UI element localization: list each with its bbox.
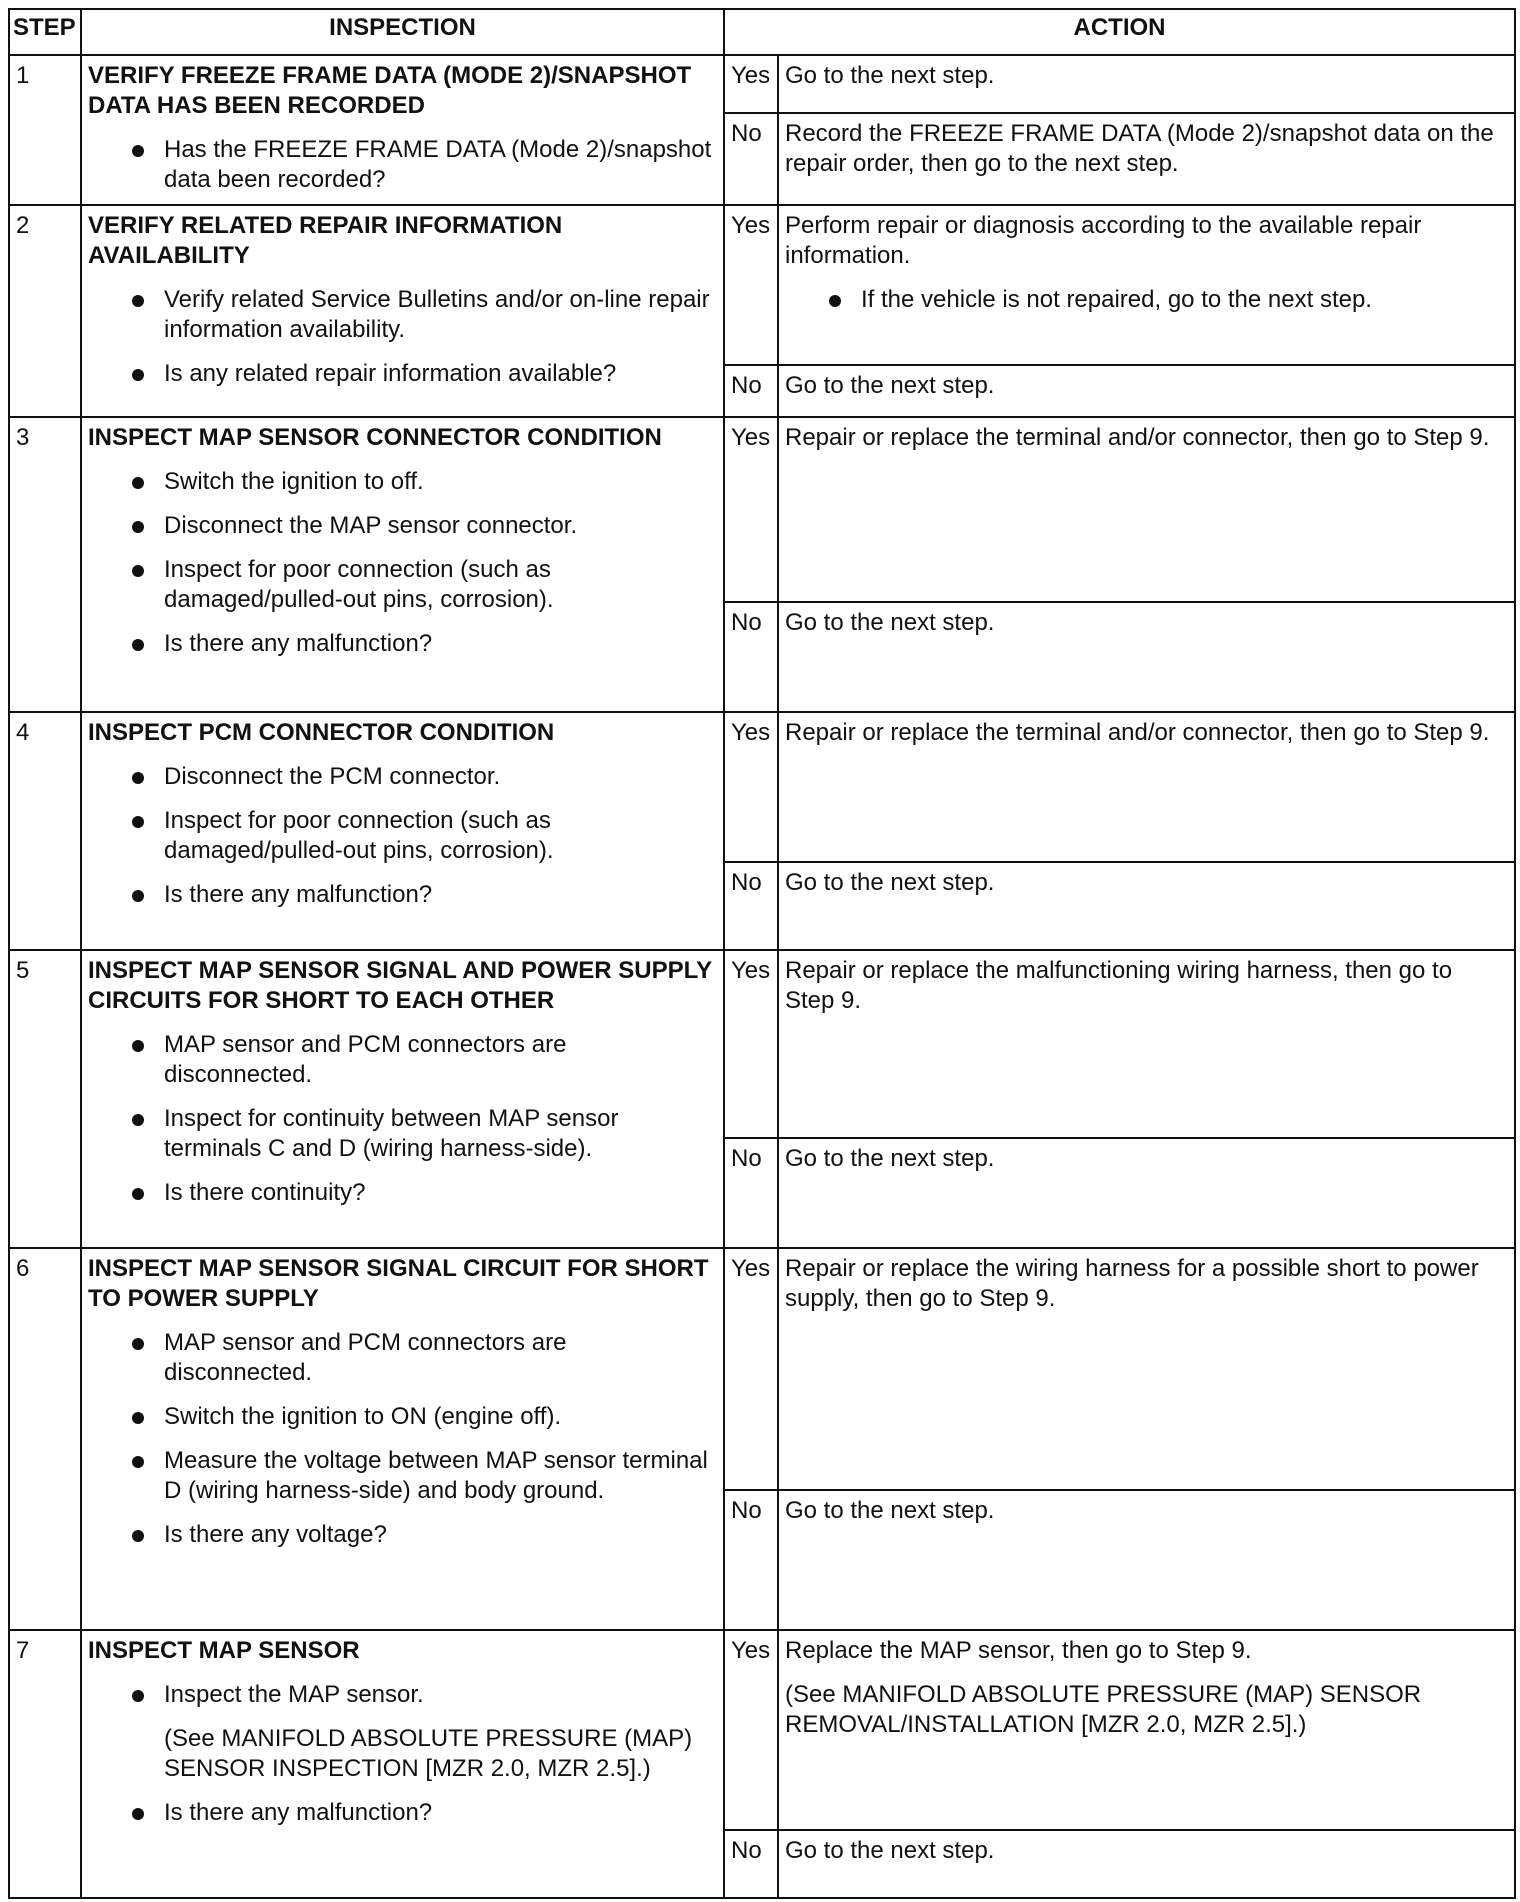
yes-action: Replace the MAP sensor, then go to Step 9. (See MANIFOLD ABSOLUTE PRESSURE (MAP) SENSOR REMOVAL/INSTALLATION [MZR 2.0, MZR 2.5].) [778, 1630, 1515, 1830]
step-row [9, 55, 1515, 113]
yes-label: Yes [724, 55, 778, 113]
bullet-icon [132, 890, 144, 902]
no-label: No [724, 862, 778, 950]
inspection-bullet: Inspect for poor connection (such as damaged/pulled-out pins, corrosion). [88, 806, 717, 866]
step-title: INSPECT MAP SENSOR SIGNAL AND POWER SUPPLY CIRCUITS FOR SHORT TO EACH OTHER [88, 957, 712, 1014]
inspection-bullet: Switch the ignition to off. [88, 467, 717, 497]
inspection-bullet: Is there any malfunction? [88, 880, 717, 910]
step-row [9, 1248, 1515, 1490]
yes-label: Yes [724, 205, 778, 365]
no-action: Go to the next step. [778, 365, 1515, 417]
bullet-icon [132, 477, 144, 489]
bullet-note: (See MANIFOLD ABSOLUTE PRESSURE (MAP) SENSOR INSPECTION [MZR 2.0, MZR 2.5].) [164, 1725, 693, 1782]
inspection-bullet: Inspect the MAP sensor. (See MANIFOLD ABSOLUTE PRESSURE (MAP) SENSOR INSPECTION [MZR 2.0, MZR 2.5].) [88, 1680, 717, 1784]
step-number: 3 [9, 417, 81, 712]
step-title: INSPECT MAP SENSOR CONNECTOR CONDITION [88, 424, 662, 451]
bullet-icon [132, 1114, 144, 1126]
diagnostic-table [8, 8, 1516, 1899]
inspection-cell [81, 1630, 724, 1898]
bullet-icon [132, 1412, 144, 1424]
step-title: VERIFY FREEZE FRAME DATA (MODE 2)/SNAPSHOT DATA HAS BEEN RECORDED [88, 62, 692, 119]
step-row [9, 712, 1515, 862]
bullet-icon [132, 1808, 144, 1820]
bullet-icon [132, 772, 144, 784]
step-number: 2 [9, 205, 81, 417]
yes-label: Yes [724, 1248, 778, 1490]
no-action: Go to the next step. [778, 1490, 1515, 1630]
inspection-bullet: Verify related Service Bulletins and/or on-line repair information availability. [88, 285, 717, 345]
no-action: Go to the next step. [778, 1830, 1515, 1898]
inspection-cell [81, 1248, 724, 1630]
step-row [9, 950, 1515, 1138]
inspection-bullet: Inspect for poor connection (such as damaged/pulled-out pins, corrosion). [88, 555, 717, 615]
bullet-icon [132, 1040, 144, 1052]
bullet-icon [132, 295, 144, 307]
inspection-bullet: MAP sensor and PCM connectors are disconnected. [88, 1328, 717, 1388]
inspection-bullet: Disconnect the PCM connector. [88, 762, 717, 792]
step-number: 4 [9, 712, 81, 950]
step-number: 1 [9, 55, 81, 205]
bullet-icon [132, 369, 144, 381]
yes-action: Repair or replace the terminal and/or connector, then go to Step 9. [778, 417, 1515, 602]
step-row [9, 417, 1515, 602]
inspection-bullet: Is there any malfunction? [88, 629, 717, 659]
no-action: Go to the next step. [778, 1138, 1515, 1248]
step-row [9, 1630, 1515, 1830]
step-number: 7 [9, 1630, 81, 1898]
yes-action: Repair or replace the malfunctioning wiring harness, then go to Step 9. [778, 950, 1515, 1138]
no-label: No [724, 365, 778, 417]
no-label: No [724, 602, 778, 712]
header-row [9, 9, 1515, 55]
yes-action: Repair or replace the terminal and/or connector, then go to Step 9. [778, 712, 1515, 862]
bullet-icon [132, 1456, 144, 1468]
inspection-bullet: Is there continuity? [88, 1178, 717, 1208]
bullet-icon [132, 565, 144, 577]
no-label: No [724, 1490, 778, 1630]
step-row [9, 205, 1515, 365]
bullet-icon [132, 145, 144, 157]
bullet-icon [132, 521, 144, 533]
header-step: STEP [9, 9, 81, 55]
bullet-icon [132, 1690, 144, 1702]
bullet-icon [132, 1188, 144, 1200]
yes-label: Yes [724, 950, 778, 1138]
no-label: No [724, 113, 778, 205]
no-action: Go to the next step. [778, 602, 1515, 712]
inspection-bullet: Switch the ignition to ON (engine off). [88, 1402, 717, 1432]
bullet-icon [132, 639, 144, 651]
yes-label: Yes [724, 417, 778, 602]
header-action: ACTION [724, 9, 1515, 55]
bullet-icon [132, 816, 144, 828]
inspection-bullet: Is any related repair information available? [88, 359, 717, 389]
inspection-cell [81, 55, 724, 205]
inspection-cell [81, 712, 724, 950]
bullet-icon [132, 1530, 144, 1542]
yes-label: Yes [724, 1630, 778, 1830]
inspection-cell [81, 950, 724, 1248]
inspection-cell [81, 417, 724, 712]
no-action: Go to the next step. [778, 862, 1515, 950]
yes-action: Perform repair or diagnosis according to the available repair information. If the vehicle is not repaired, go to the next step. [778, 205, 1515, 365]
inspection-cell [81, 205, 724, 417]
yes-label: Yes [724, 712, 778, 862]
no-action: Record the FREEZE FRAME DATA (Mode 2)/snapshot data on the repair order, then go to the next step. [778, 113, 1515, 205]
step-title: VERIFY RELATED REPAIR INFORMATION AVAILABILITY [88, 212, 563, 269]
bullet-icon [132, 1338, 144, 1350]
yes-action: Repair or replace the wiring harness for a possible short to power supply, then go to Step 9. [778, 1248, 1515, 1490]
step-title: INSPECT PCM CONNECTOR CONDITION [88, 719, 555, 746]
step-number: 6 [9, 1248, 81, 1630]
inspection-bullet: Disconnect the MAP sensor connector. [88, 511, 717, 541]
bullet-icon [829, 295, 841, 307]
yes-action: Go to the next step. [778, 55, 1515, 113]
inspection-bullet: Has the FREEZE FRAME DATA (Mode 2)/snapshot data been recorded? [88, 135, 717, 195]
header-inspection: INSPECTION [81, 9, 724, 55]
inspection-bullet: MAP sensor and PCM connectors are disconnected. [88, 1030, 717, 1090]
step-title: INSPECT MAP SENSOR [88, 1637, 360, 1664]
action-bullet: If the vehicle is not repaired, go to the next step. [785, 285, 1508, 315]
inspection-bullet: Is there any voltage? [88, 1520, 717, 1550]
no-label: No [724, 1138, 778, 1248]
step-title: INSPECT MAP SENSOR SIGNAL CIRCUIT FOR SHORT TO POWER SUPPLY [88, 1255, 709, 1312]
no-label: No [724, 1830, 778, 1898]
inspection-bullet: Inspect for continuity between MAP sensor terminals C and D (wiring harness-side). [88, 1104, 717, 1164]
inspection-bullet: Is there any malfunction? [88, 1798, 717, 1828]
step-number: 5 [9, 950, 81, 1248]
inspection-bullet: Measure the voltage between MAP sensor terminal D (wiring harness-side) and body ground. [88, 1446, 717, 1506]
